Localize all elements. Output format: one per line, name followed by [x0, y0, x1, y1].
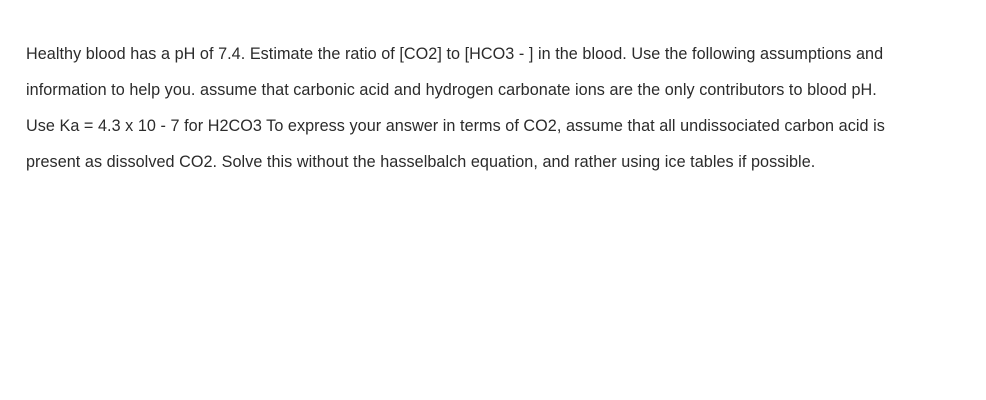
question-text — [26, 36, 971, 180]
question-line-1: Healthy blood has a pH of 7.4. Estimate the ratio of [CO2] to [HCO3 - ] in the blood. Use the following assumptions and — [26, 45, 884, 63]
question-line-3: Use Ka = 4.3 x 10 - 7 for H2CO3 To express your answer in terms of CO2, assume that all undissociated carbon acid is — [26, 117, 885, 135]
question-line-2: information to help you. assume that carbonic acid and hydrogen carbonate ions are the only contributors to blood pH. — [26, 81, 877, 99]
question-line-4: present as dissolved CO2. Solve this without the hasselbalch equation, and rather using ice tables if possible. — [26, 153, 816, 171]
